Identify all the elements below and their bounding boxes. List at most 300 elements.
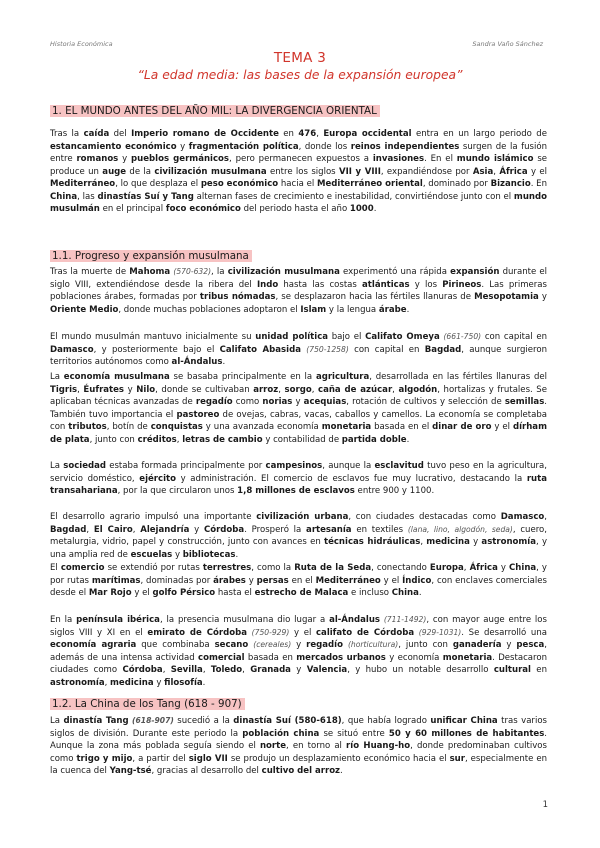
bold-term: bibliotecas — [182, 549, 236, 560]
text-run: , donde predominaban cultivos como — [50, 741, 547, 764]
text-run: y — [497, 563, 510, 573]
paragraph — [50, 715, 547, 778]
text-run: e incluso — [348, 588, 392, 598]
bold-term: 1,8 millones de esclavos — [237, 486, 355, 496]
bold-term: civilización musulmana — [227, 267, 340, 277]
italic-note: (lana, lino, algodón, seda) — [407, 524, 513, 534]
bold-term: península ibérica — [76, 615, 160, 625]
text-run: bajo el — [328, 332, 366, 342]
text-run: , — [104, 677, 111, 688]
text-run: se basaba principalmente en la — [169, 372, 316, 382]
text-run: hacia el — [278, 179, 317, 189]
paragraph — [50, 371, 547, 446]
bold-term: partida doble — [341, 434, 407, 445]
text-run: de ovejas, cabras, vacas, caballos y camellos. La economía se completaba con — [50, 409, 547, 432]
bold-term: trigo y mijo — [76, 753, 133, 764]
text-run: . En — [530, 179, 547, 189]
text-run: . — [373, 204, 377, 214]
text-run: , pero permanecen expuestos a — [229, 154, 373, 164]
bold-term: Yang-tsé — [109, 766, 152, 776]
bold-term: China — [391, 588, 419, 598]
section-heading-1-2-text: 1.2. La China de los Tang (618 - 907) — [50, 698, 245, 710]
bold-term: río Huang-ho — [346, 741, 411, 751]
bold-term: ganadería — [452, 640, 502, 650]
text-run: se situó entre — [319, 728, 389, 739]
section-heading-1 — [50, 104, 380, 118]
text-run: , — [420, 537, 427, 547]
bold-term: regadío — [195, 397, 233, 407]
text-run: experimentó una rápida — [339, 267, 451, 277]
text-run: entra en un largo periodo de — [411, 129, 547, 139]
text-run: y el — [380, 575, 403, 586]
bold-term: fragmentación política — [188, 141, 299, 152]
text-run: , donde los — [298, 141, 351, 152]
bold-term: Toledo — [210, 665, 243, 675]
bold-term: Bizancio — [490, 179, 531, 189]
bold-term: (618-907) — [132, 716, 174, 725]
text-run: , la — [211, 267, 228, 277]
text-run: El — [50, 563, 61, 573]
bold-term: Índico — [402, 575, 432, 586]
bold-term: Europa occidental — [323, 129, 412, 139]
text-run: La — [50, 716, 64, 726]
bold-term: dinastía Suí (580-618) — [233, 716, 342, 726]
text-run: , rotación de cultivos y selección de — [346, 397, 505, 407]
bold-term: invasiones — [372, 154, 425, 164]
bold-term: arroz — [253, 384, 279, 395]
text-run: , donde muchas poblaciones adoptaron el — [118, 304, 301, 315]
bold-term: expansión — [450, 267, 500, 277]
bold-term: Córdoba — [203, 524, 245, 535]
bold-term: estancamiento económico — [50, 141, 177, 152]
text-run: , dominadas por — [140, 575, 214, 586]
bold-term: árabe — [378, 304, 407, 315]
bold-term: Bagdad — [424, 344, 462, 355]
text-run: . En el — [424, 154, 457, 164]
paragraph — [50, 331, 547, 369]
bold-term: al-Ándalus — [329, 615, 380, 625]
text-run: , aunque surgieron territorios autónomos como — [50, 344, 547, 367]
text-run: y — [469, 537, 482, 547]
text-run: La — [50, 461, 64, 471]
bold-term: dinar de oro — [432, 422, 492, 432]
text-run: de la — [126, 166, 155, 177]
text-run: y administración. El comercio de esclavos fue muy lucrativo, destacando la — [175, 473, 527, 484]
text-run: . — [406, 304, 410, 315]
text-run: El mundo musulmán mantuvo inicialmente su — [50, 332, 256, 342]
bold-term: terrestres — [202, 563, 252, 573]
text-run: , se desplazaron hacia las fértiles llanuras de — [275, 292, 475, 302]
bold-term: créditos — [137, 434, 177, 445]
text-run: . Aunque la zona más poblada seguía siendo el — [50, 728, 548, 751]
bold-term: Asia — [472, 166, 494, 177]
text-run: estaba formada principalmente por — [106, 461, 266, 471]
bold-term: Mahoma — [129, 267, 171, 277]
bold-term: comercial — [198, 652, 245, 663]
header-subject: Historia Económica — [50, 40, 113, 48]
italic-note: (750-929) — [251, 627, 290, 637]
text-run: surgen de la fusión entre — [50, 141, 548, 164]
text-run: se produjo un desplazamiento económico hacia el — [227, 753, 450, 764]
header-author: Sandra Vaño Sánchez — [472, 40, 543, 48]
text-run: , conectando — [371, 563, 430, 573]
bold-term: 50 y 60 millones de habitantes — [388, 728, 545, 739]
text-run: y — [153, 677, 165, 688]
text-run: , a partir del — [132, 753, 189, 764]
bold-term: dírham de plata — [50, 422, 547, 445]
bold-term: ruta transahariana — [50, 473, 547, 496]
text-run: y — [245, 575, 257, 586]
bold-term: secano — [214, 640, 249, 650]
bold-term: cultural — [493, 665, 531, 675]
bold-term: Europa — [429, 563, 464, 573]
bold-term: medicina — [426, 537, 470, 547]
bold-term: Córdoba — [122, 665, 163, 675]
section-heading-1-1 — [50, 249, 252, 263]
text-run: , — [463, 563, 470, 573]
text-run: , como la — [251, 563, 295, 573]
bold-term: El Cairo — [93, 524, 133, 535]
text-run: , — [202, 665, 211, 675]
text-run: tras varios siglos de división. Durante este periodo la — [50, 716, 547, 739]
text-run: como — [232, 397, 263, 407]
text-run: , — [311, 384, 319, 395]
bold-term: monetaria — [321, 422, 372, 432]
italic-note: (750-1258) — [306, 344, 349, 354]
bold-term: sur — [449, 753, 465, 764]
text-run: que combinaba — [136, 640, 215, 650]
bold-term: Mediterráneo — [315, 575, 381, 586]
bold-term: al-Ándalus — [171, 357, 223, 367]
text-run: , especialmente en la cuenca del — [50, 753, 548, 776]
bold-term: regadío — [306, 640, 343, 650]
bold-term: norte — [259, 741, 287, 751]
text-run: , desarrollada en las fértiles llanuras del — [369, 372, 548, 382]
bold-term: astronomía — [481, 537, 537, 547]
bold-term: África — [499, 166, 528, 177]
bold-term: sociedad — [63, 461, 106, 471]
text-run: , por la que circularon unos — [117, 486, 238, 496]
bold-term: China — [50, 191, 78, 202]
text-run: . Las primeras poblaciones árabes, formadas por — [50, 279, 547, 302]
text-run: , lo que desplaza el — [115, 179, 201, 189]
bold-term: 476 — [298, 129, 317, 139]
bold-term: ejército — [139, 473, 176, 484]
text-run: en — [530, 665, 547, 675]
paragraph — [50, 128, 547, 216]
bold-term: comercio — [60, 563, 105, 573]
text-run: tuvo peso en la agricultura, servicio doméstico, — [50, 461, 548, 484]
text-run: del periodo hasta el año — [240, 204, 350, 214]
bold-term: tributos — [68, 422, 107, 432]
bold-term: unificar China — [430, 716, 498, 726]
text-run: Tras la muerte de — [50, 267, 130, 277]
text-run: , — [176, 434, 183, 445]
text-run: , en torno al — [286, 741, 347, 751]
text-run: en textiles — [351, 524, 408, 535]
section-heading-1-2 — [50, 697, 245, 711]
text-run: basada en el — [371, 422, 433, 432]
bold-term: foco económico — [165, 204, 241, 214]
text-run: y contabilidad de — [262, 434, 342, 445]
text-run: durante el siglo VIII, extendiéndose desde la ribera del — [50, 267, 548, 290]
text-run: entre los siglos — [266, 166, 339, 177]
bold-term: acequias — [303, 397, 347, 407]
bold-term: Pirineos — [442, 279, 482, 290]
text-run: alternan fases de crecimiento e inestabilidad, convirtiéndose junto con el — [193, 191, 514, 202]
bold-term: Éufrates — [83, 384, 125, 395]
text-run: , la presencia musulmana dio lugar a — [159, 615, 330, 625]
text-run: , — [544, 512, 547, 522]
text-run: en — [278, 129, 299, 139]
bold-term: siglo VII — [188, 753, 228, 764]
bold-term: VII y VIII — [338, 166, 381, 177]
bold-term: golfo Pérsico — [152, 588, 216, 598]
text-run: y — [501, 640, 517, 650]
text-run: y los — [409, 279, 443, 290]
bold-term: Califato Abasida — [219, 344, 301, 355]
text-run: , expandiéndose por — [380, 166, 473, 177]
text-run: , — [316, 129, 324, 139]
bold-term: persas — [256, 575, 289, 586]
text-run: , aunque la — [322, 461, 375, 471]
bold-term: Damasco — [500, 512, 545, 522]
bold-term: agricultura — [315, 372, 370, 382]
text-run: hasta las costas — [278, 279, 363, 290]
bold-term: emirato de Córdoba — [147, 627, 247, 638]
paragraph — [50, 614, 547, 689]
bold-term: marítimas — [91, 575, 141, 586]
text-run: , con ciudades destacadas como — [348, 512, 501, 522]
text-run: se produce un — [50, 154, 548, 177]
text-run: . Prosperó la — [244, 524, 307, 535]
bold-term: reinos independientes — [350, 141, 460, 152]
text-run: y economía — [385, 652, 443, 663]
page-number: 1 — [542, 800, 548, 810]
text-run: , y por rutas — [50, 563, 547, 586]
paragraph — [50, 511, 547, 561]
text-run: , cuero, metalurgia, vidrio, papel y construcción, junto con avances en — [50, 524, 548, 547]
text-run: , hortalizas y frutales. Se aplicaban técnicas avanzadas de — [50, 384, 547, 407]
paragraph — [50, 562, 547, 600]
italic-note: (929-1031) — [418, 627, 462, 637]
bold-term: árabes — [213, 575, 246, 586]
bold-term: pueblos germánicos — [131, 154, 230, 164]
text-run: en el — [288, 575, 316, 586]
bold-term: caña de azúcar — [318, 384, 393, 395]
italic-note: (661-750) — [443, 332, 482, 341]
paragraph — [50, 266, 547, 316]
bold-term: Valencia — [306, 665, 348, 675]
text-run: , las — [77, 191, 98, 202]
bold-term: califato de Córdoba — [315, 627, 415, 638]
bold-term: caída — [83, 129, 110, 139]
text-run: y el — [491, 422, 513, 432]
text-run: , y una amplia red de — [50, 537, 548, 560]
bold-term: Indo — [256, 279, 279, 290]
bold-term: Mar Rojo — [88, 588, 132, 598]
bold-term: esclavitud — [374, 461, 424, 471]
text-run: y — [176, 141, 189, 152]
bold-term: Sevilla — [170, 665, 203, 675]
bold-term: Tigris — [50, 384, 78, 395]
text-run: , botín de — [106, 422, 151, 432]
text-run: , gracias al desarrollo del — [151, 766, 262, 776]
text-run: . Se desarrolló una — [461, 627, 548, 638]
text-run: en el principal — [99, 204, 166, 214]
section-heading-1-text: 1. EL MUNDO ANTES DEL AÑO MIL: LA DIVERGENCIA ORIENTAL — [50, 105, 380, 117]
text-run: . — [406, 434, 410, 445]
bold-term: algodón — [398, 384, 438, 395]
text-run: , junto con — [398, 640, 453, 650]
page-subtitle: “La edad media: las bases de la expansión europea” — [137, 68, 463, 82]
bold-term: artesanía — [306, 524, 352, 535]
text-run: del — [109, 129, 132, 139]
paragraph — [50, 460, 547, 498]
text-run: y — [118, 154, 132, 164]
text-run: , junto con — [89, 434, 138, 445]
text-run: . — [235, 549, 239, 560]
text-run: basada en — [244, 652, 297, 663]
text-run: . — [340, 766, 343, 776]
italic-note: (horticultura) — [347, 640, 399, 649]
bold-term: auge — [102, 166, 127, 177]
bold-term: África — [469, 563, 498, 573]
text-run: y el — [289, 627, 316, 638]
text-run: , — [77, 384, 84, 395]
bold-term: dinastía Tang — [63, 716, 129, 726]
bold-term: Califato Omeya — [365, 332, 440, 342]
bold-term: semillas — [504, 397, 545, 407]
text-run: , — [132, 524, 141, 535]
bold-term: peso económico — [200, 179, 279, 189]
bold-term: unidad política — [255, 332, 329, 342]
text-run: , y posteriormente bajo el — [93, 344, 220, 355]
bold-term: escuelas — [130, 549, 173, 560]
bold-term: Oriente Medio — [50, 304, 119, 315]
bold-term: Bagdad — [50, 524, 87, 535]
bold-term: Imperio romano de Occidente — [131, 129, 279, 139]
bold-term: atlánticas — [362, 279, 410, 290]
text-run: y la lengua — [326, 304, 379, 315]
text-run: , además de una intensa actividad — [50, 640, 547, 663]
bold-term: mundo islámico — [456, 154, 534, 164]
text-run: se extendió por rutas — [104, 563, 203, 573]
text-run: y — [290, 665, 307, 675]
bold-term: pesca — [516, 640, 545, 650]
text-run: , y hubo un notable desarrollo — [347, 665, 494, 675]
bold-term: medicina — [110, 677, 154, 688]
bold-term: dinastías Suí y Tang — [97, 191, 194, 202]
text-run: En la — [50, 615, 77, 625]
text-run: y — [124, 384, 137, 395]
text-run: y — [291, 640, 307, 650]
text-run: , — [493, 166, 500, 177]
text-run: . Destacaron ciudades como — [50, 652, 547, 675]
bold-term: pastoreo — [176, 409, 220, 420]
bold-term: Islam — [300, 304, 327, 315]
bold-term: Granada — [250, 665, 291, 675]
bold-term: 1000 — [349, 204, 374, 214]
bold-term: civilización musulmana — [154, 166, 267, 177]
text-run: , — [392, 384, 399, 395]
bold-term: sorgo — [284, 384, 312, 395]
text-run: con capital en — [481, 332, 548, 342]
bold-term: técnicas hidráulicas — [323, 537, 421, 547]
italic-note: (cereales) — [253, 640, 292, 649]
bold-term: China — [509, 563, 537, 573]
text-run: y una avanzada economía — [202, 422, 322, 432]
text-run: , que había logrado — [341, 716, 431, 726]
bold-term: cultivo del arroz — [261, 766, 341, 776]
bold-term: Alejandría — [140, 524, 190, 535]
text-run: La — [50, 372, 64, 382]
bold-term: población china — [242, 728, 320, 739]
bold-term: Mediterráneo oriental — [316, 179, 423, 189]
text-run: entre 900 y 1100. — [354, 486, 435, 496]
text-run: . — [418, 588, 422, 598]
text-run: . También tuvo importancia el — [50, 397, 547, 420]
text-run: sucedió a la — [173, 716, 234, 726]
text-run: , — [278, 384, 285, 395]
text-run: con capital en — [348, 344, 425, 355]
italic-note: (711-1492) — [383, 615, 427, 624]
bold-term: conquistas — [150, 422, 203, 432]
page-title: TEMA 3 — [273, 50, 327, 66]
text-run: Tras la — [50, 129, 84, 139]
text-run: hasta el — [215, 588, 255, 598]
bold-term: norias — [262, 397, 293, 407]
text-run: , donde se cultivaban — [155, 384, 254, 395]
bold-term: Damasco — [50, 344, 94, 355]
text-run: y el — [131, 588, 153, 598]
text-run: , — [162, 665, 171, 675]
text-run: y — [538, 292, 547, 302]
text-run: . — [202, 677, 206, 688]
bold-term: economía agraria — [50, 640, 137, 650]
text-run: y el — [527, 166, 548, 177]
section-heading-1-1-text: 1.1. Progreso y expansión musulmana — [50, 250, 252, 262]
bold-term: letras de cambio — [182, 434, 263, 445]
bold-term: astronomía — [50, 677, 105, 688]
bold-term: mercados urbanos — [296, 652, 386, 663]
text-run: , dominado por — [422, 179, 491, 189]
bold-term: Mesopotamia — [474, 292, 539, 302]
bold-term: filosofía — [164, 677, 203, 688]
text-run: , — [242, 665, 251, 675]
text-run: . — [222, 357, 226, 367]
text-run: y — [172, 549, 183, 560]
text-run: El desarrollo agrario impulsó una importante — [50, 512, 257, 522]
bold-term: campesinos — [265, 461, 323, 471]
italic-note: (570-632) — [173, 267, 212, 276]
text-run: y — [292, 397, 304, 407]
bold-term: Nilo — [136, 384, 156, 395]
bold-term: Mediterráneo — [50, 179, 116, 189]
bold-term: monetaria — [442, 652, 493, 663]
text-run: , — [86, 524, 94, 535]
bold-term: economía musulmana — [63, 372, 170, 382]
bold-term: estrecho de Malaca — [254, 588, 349, 598]
bold-term: civilización urbana — [256, 512, 349, 522]
bold-term: mundo musulmán — [50, 191, 547, 214]
bold-term: Ruta de la Seda — [294, 563, 372, 573]
text-run: , con mayor auge entre los siglos VIII y XI en el — [50, 615, 547, 638]
text-run: y — [189, 524, 204, 535]
bold-term: tribus nómadas — [199, 292, 276, 302]
text-run: , con enclaves comerciales desde el — [50, 575, 547, 598]
bold-term: romanos — [76, 154, 119, 164]
